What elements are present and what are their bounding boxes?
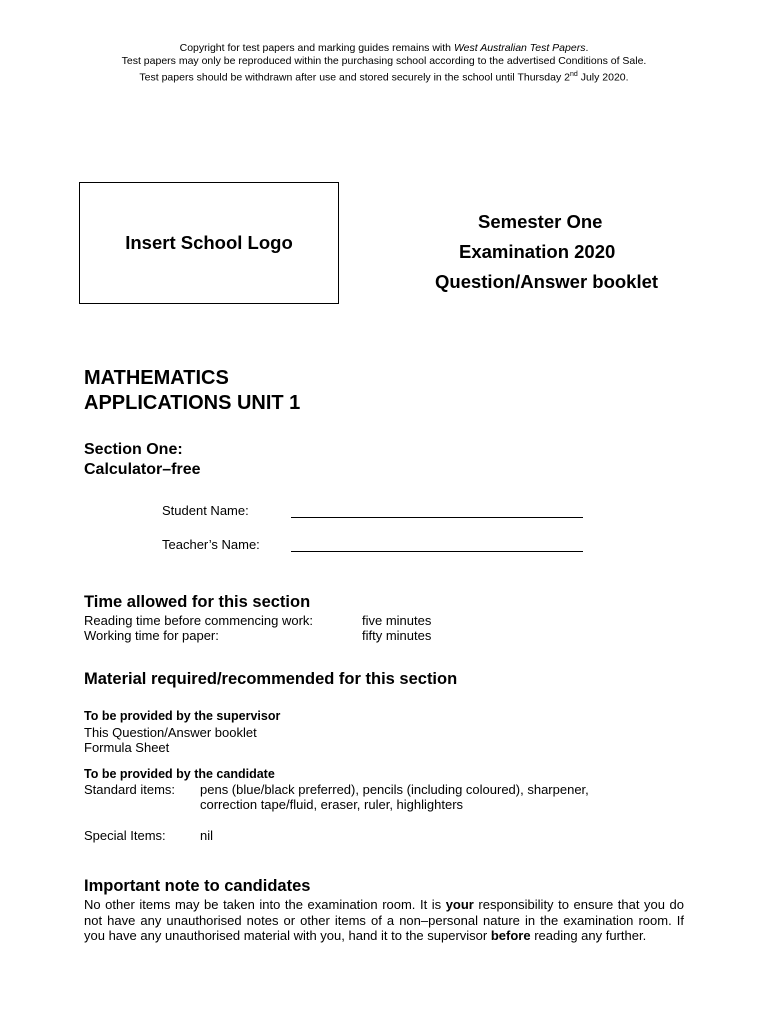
standard-items-line-2: correction tape/fluid, eraser, ruler, highlighters bbox=[200, 797, 464, 812]
supervisor-heading: To be provided by the supervisor bbox=[84, 709, 281, 723]
reading-time-value: five minutes bbox=[362, 613, 432, 628]
working-time-label: Working time for paper: bbox=[84, 628, 219, 643]
section-line-2: Calculator–free bbox=[84, 461, 201, 478]
standard-items-line-1: pens (blue/black preferred), pencils (including coloured), sharpener, bbox=[200, 782, 589, 797]
copyright-line-1: Copyright for test papers and marking guides remains with West Australian Test Papers. bbox=[179, 42, 589, 54]
special-items-value: nil bbox=[200, 828, 214, 843]
section-line-1: Section One: bbox=[84, 441, 183, 458]
supervisor-item: This Question/Answer booklet bbox=[84, 725, 257, 740]
working-time-value: fifty minutes bbox=[362, 628, 432, 643]
important-note-heading: Important note to candidates bbox=[84, 877, 311, 895]
section-title bbox=[84, 440, 201, 480]
booklet-title-line-3: Question/Answer booklet bbox=[435, 271, 659, 292]
subject-line-2: APPLICATIONS UNIT 1 bbox=[84, 392, 301, 414]
subject-title bbox=[84, 366, 300, 416]
copyright-line-3: Test papers should be withdrawn after use and stored securely in the school until Thursday 2nd July 2020. bbox=[139, 71, 629, 84]
school-logo-placeholder bbox=[79, 182, 339, 304]
teacher-name-field[interactable] bbox=[291, 536, 583, 552]
reading-time-label: Reading time before commencing work: bbox=[84, 613, 314, 628]
publisher-name: West Australian Test Papers bbox=[453, 42, 586, 54]
important-note-text: No other items may be taken into the examination room. It is your responsibility to ensure that you do not have any unauthorised notes or other items of a non–personal nature in the examination room. If you have any unauthorised material with you, hand it to the supervisor before reading any further. bbox=[84, 897, 684, 943]
teacher-name-label: Teacher’s Name: bbox=[162, 537, 260, 552]
booklet-title-line-1: Semester One bbox=[478, 211, 603, 232]
copyright-notice bbox=[0, 42, 768, 85]
candidate-heading: To be provided by the candidate bbox=[84, 767, 275, 781]
logo-placeholder-text: Insert School Logo bbox=[125, 232, 293, 253]
student-name-label: Student Name: bbox=[162, 503, 249, 518]
material-heading: Material required/recommended for this section bbox=[84, 670, 458, 688]
supervisor-item: Formula Sheet bbox=[84, 740, 170, 755]
booklet-title-line-2: Examination 2020 bbox=[459, 241, 616, 262]
time-allowed-heading: Time allowed for this section bbox=[84, 593, 311, 611]
copyright-line-2: Test papers may only be reproduced within the purchasing school according to the advertised Conditions of Sale. bbox=[121, 55, 647, 67]
subject-line-1: MATHEMATICS bbox=[84, 367, 229, 389]
special-items-label: Special Items: bbox=[84, 828, 166, 843]
student-name-field[interactable] bbox=[291, 502, 583, 518]
standard-items-label: Standard items: bbox=[84, 782, 176, 797]
